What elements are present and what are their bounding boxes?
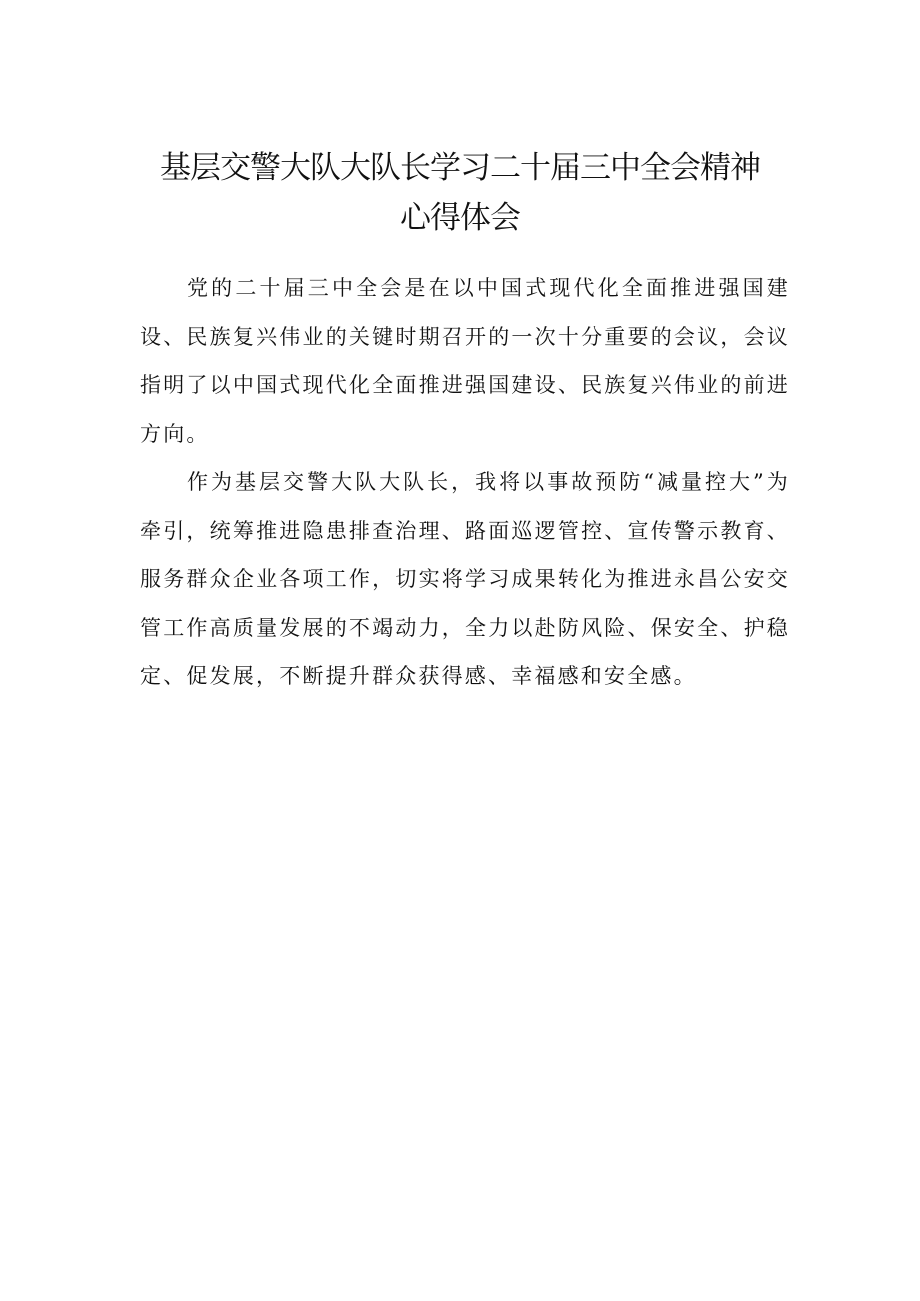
paragraph-1: 党的二十届三中全会是在以中国式现代化全面推进强国建设、民族复兴伟业的关键时期召开的一次十分重要的会议，会议指明了以中国式现代化全面推进强国建设、民族复兴伟业的前进方向。: [140, 276, 790, 446]
title-line-1: 基层交警大队大队长学习二十届三中全会精神: [160, 150, 760, 186]
document-body: [140, 264, 790, 701]
document-title: [0, 143, 920, 243]
paragraph-2: 作为基层交警大队大队长，我将以事故预防“减量控大”为牵引，统筹推进隐患排查治理、路面巡逻管控、宣传警示教育、服务群众企业各项工作，切实将学习成果转化为推进永昌公安交管工作高质量发展的不竭动力，全力以赴防风险、保安全、护稳定、促发展，不断提升群众获得感、幸福感和安全感。: [140, 470, 790, 688]
title-line-2: 心得体会: [400, 200, 520, 236]
